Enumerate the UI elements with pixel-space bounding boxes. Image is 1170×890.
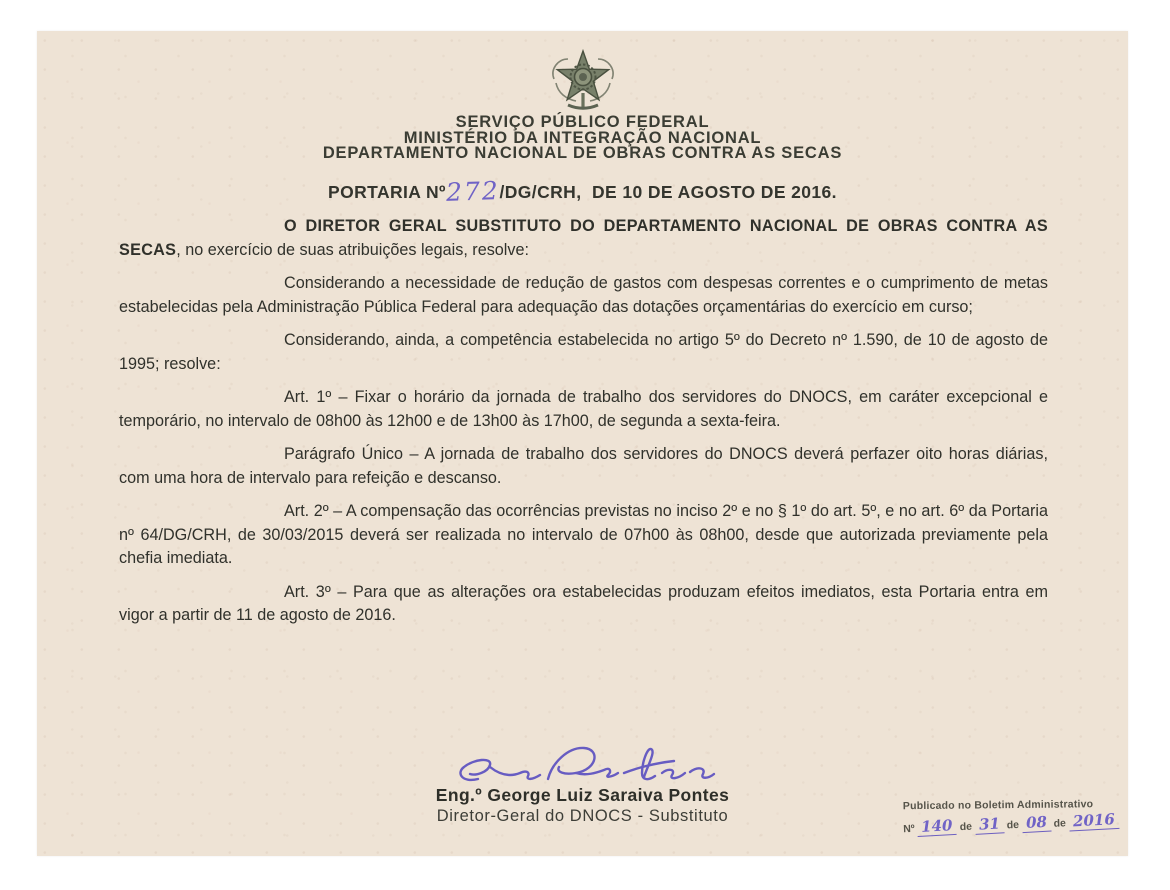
org-header-line-2: MINISTÉRIO DA INTEGRAÇÃO NACIONAL	[403, 128, 762, 147]
signatory-name: Eng.º George Luiz Saraiva Pontes	[435, 785, 730, 805]
stamp-text: Publicado no Boletim Administrativo	[902, 798, 1094, 813]
opening-paragraph-rest: , no exercício de suas atribuições legais, resolve:	[176, 240, 529, 259]
emblem-container	[37, 49, 1128, 118]
portaria-title-prefix: PORTARIA Nº	[328, 182, 446, 202]
portaria-title-suffix: /DG/CRH, DE 10 DE AGOSTO DE 2016.	[499, 182, 837, 202]
document-paper	[37, 31, 1128, 856]
paragraph-considerando-2: Considerando, ainda, a competência estabelecida no artigo 5º do Decreto nº 1.590, de 10 de agosto de 1995; resolve:	[119, 331, 1048, 373]
paragraph-considerando-1: Considerando a necessidade de redução de gastos com despesas correntes e o cumprimento de metas estabelecidas pela Administração Pública Federal para adequação das dotações orçamentárias do exercício em curso;	[119, 274, 1048, 316]
portaria-title	[37, 175, 1128, 207]
opening-paragraph-bold: O DIRETOR GERAL SUBSTITUTO DO DEPARTAMENTO NACIONAL DE OBRAS CONTRA AS SECAS	[119, 217, 1048, 259]
org-header	[37, 115, 1128, 162]
stamp-de-2: de	[1006, 818, 1020, 832]
publication-stamp	[903, 798, 1133, 834]
stamp-year-handwritten: 2016	[1068, 810, 1119, 832]
document-body	[119, 215, 1048, 638]
brazil-coat-of-arms-icon	[546, 49, 620, 113]
stamp-bulletin-number-handwritten: 140	[917, 816, 957, 837]
stamp-month-handwritten: 08	[1021, 813, 1051, 834]
stamp-de-3: de	[1053, 817, 1067, 830]
stamp-fill-in-line	[903, 810, 1134, 837]
portaria-number-handwritten: 272	[445, 176, 500, 207]
paragraph-paragrafo-unico: Parágrafo Único – A jornada de trabalho dos servidores do DNOCS deverá perfazer oito horas diárias, com uma hora de intervalo para refeição e descanso.	[119, 445, 1048, 487]
paragraph-art-1: Art. 1º – Fixar o horário da jornada de trabalho dos servidores do DNOCS, em caráter excepcional e temporário, no intervalo de 08h00 às 12h00 e de 13h00 às 17h00, de segunda a sexta-feira.	[119, 388, 1048, 430]
stamp-de-1: de	[959, 820, 973, 834]
paragraph-art-3: Art. 3º – Para que as alterações ora estabelecidas produzam efeitos imediatos, esta Portaria entra em vigor a partir de 11 de agosto de 2016.	[119, 582, 1048, 624]
org-header-line-1: SERVIÇO PÚBLICO FEDERAL	[455, 113, 710, 131]
signatory-role: Diretor-Geral do DNOCS - Substituto	[436, 807, 729, 825]
stamp-no-label: Nº	[902, 822, 915, 836]
paragraph-art-2: Art. 2º – A compensação das ocorrências previstas no inciso 2º e no § 1º do art. 5º, e no art. 6º da Portaria nº 64/DG/CRH, de 30/03/2015 deverá ser realizada no intervalo de 07h00 às 08h00, desde que autorizada previamente pela chefia imediata.	[119, 502, 1048, 567]
opening-paragraph	[119, 215, 1048, 262]
stamp-day-handwritten: 31	[974, 814, 1004, 835]
org-header-line-3: DEPARTAMENTO NACIONAL DE OBRAS CONTRA AS SECAS	[322, 144, 843, 162]
